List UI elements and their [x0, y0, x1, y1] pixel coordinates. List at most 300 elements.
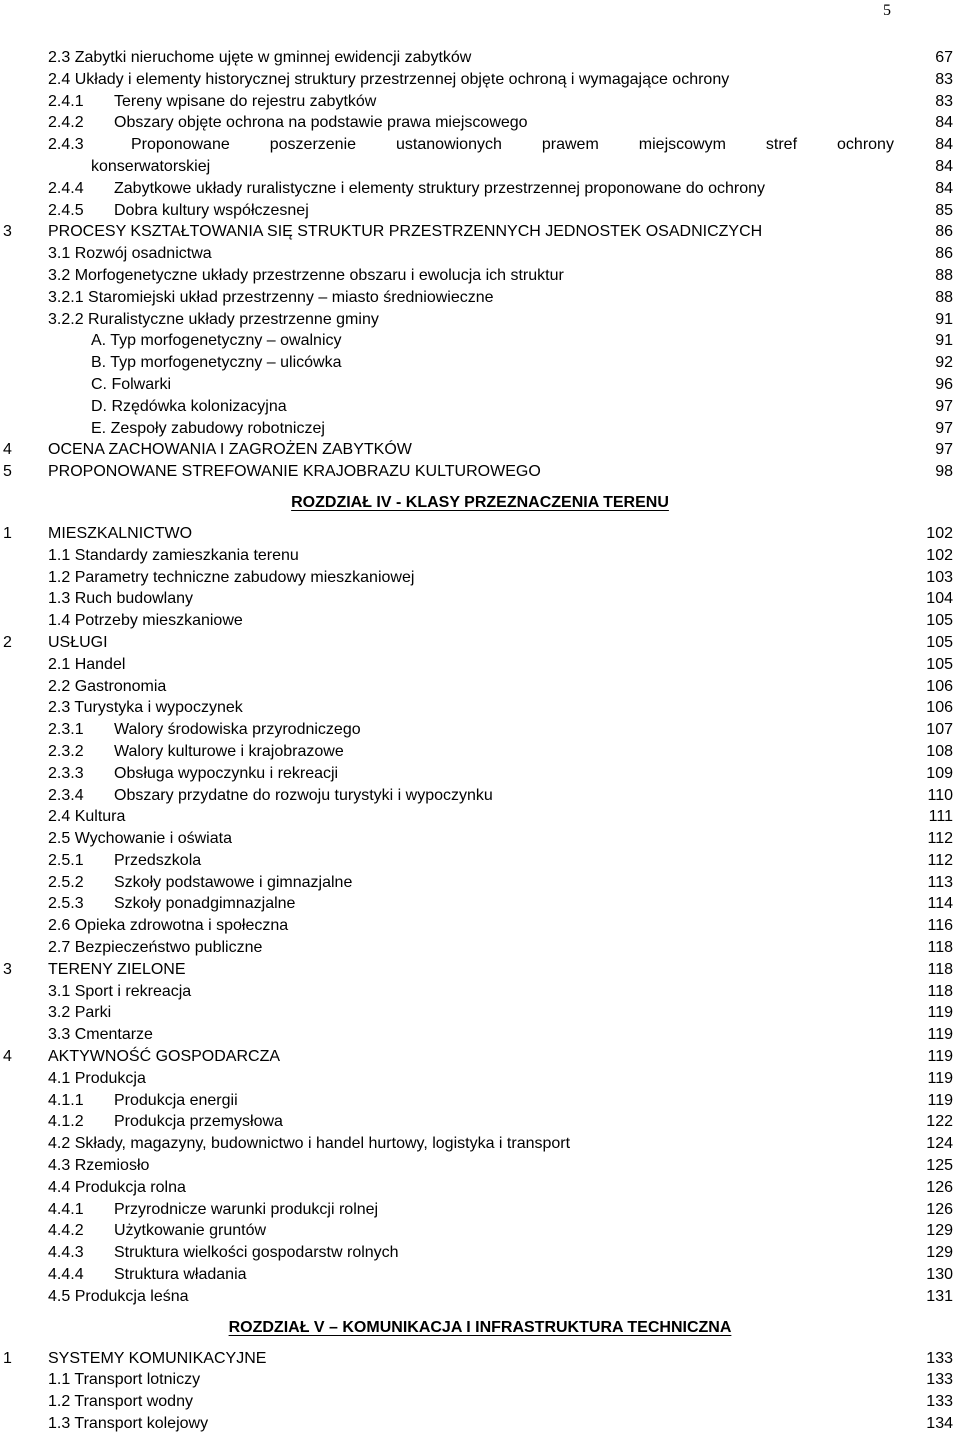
toc-entry-page-number: 96 — [935, 375, 953, 393]
toc-entry-page-number: 113 — [927, 873, 953, 891]
toc-entry-text: Struktura władania — [114, 1266, 247, 1284]
toc-entry-title — [48, 915, 288, 937]
toc-entry[interactable] — [0, 567, 960, 589]
toc-entry-main-number: 5 — [3, 463, 12, 481]
toc-entry-text: Ruch budowlany — [74, 590, 193, 608]
toc-entry-text: Produkcja energii — [114, 1091, 238, 1109]
toc-entry[interactable] — [0, 1068, 960, 1090]
toc-entry-number: 4.4.4 — [48, 1266, 84, 1284]
toc-entry-title — [48, 287, 494, 309]
toc-entry-page-number: 133 — [926, 1349, 953, 1367]
toc-entry-number: 1.2 — [48, 568, 71, 586]
toc-entry-text: OCENA ZACHOWANIA I ZAGROŻEN ZABYTKÓW — [48, 441, 412, 459]
toc-entry[interactable] — [0, 69, 960, 91]
toc-entry-text: Dobra kultury współczesnej — [114, 201, 309, 219]
toc-entry-text: Szkoły ponadgimnazjalne — [114, 895, 296, 913]
toc-entry-title — [48, 676, 166, 698]
toc-entry-page-number: 112 — [927, 851, 953, 869]
toc-entry-title — [48, 937, 262, 959]
toc-entry-title — [91, 156, 210, 178]
toc-entry-number: 3.3 — [48, 1026, 71, 1044]
toc-entry-main-number: 1 — [3, 524, 12, 542]
toc-entry[interactable] — [0, 654, 960, 676]
toc-entry-title — [48, 1177, 186, 1199]
toc-entry-title-word: poszerzenie — [269, 136, 357, 154]
toc-entry-page-number: 124 — [926, 1135, 953, 1153]
toc-entry-number: 2.4.4 — [48, 179, 84, 197]
toc-entry[interactable] — [0, 1199, 960, 1221]
toc-entry-number: 4.1 — [48, 1069, 71, 1087]
toc-entry-title — [48, 1242, 399, 1264]
toc-entry-text: Ruralistyczne układy przestrzenne gminy — [88, 310, 379, 328]
toc-entry-title — [48, 69, 729, 91]
toc-entry-text: Struktura wielkości gospodarstw rolnych — [114, 1244, 399, 1262]
toc-entry-text: Produkcja leśna — [74, 1287, 189, 1305]
toc-entry-title — [91, 418, 325, 440]
toc-entry[interactable] — [0, 1264, 960, 1286]
toc-entry[interactable] — [0, 1220, 960, 1242]
toc-entry-page-number: 97 — [935, 397, 953, 415]
toc-section-chapter-iv — [0, 523, 960, 1308]
toc-entry[interactable] — [0, 309, 960, 331]
toc-entry[interactable] — [0, 352, 960, 374]
toc-entry-title — [48, 1264, 247, 1286]
toc-entry-text: Produkcja rolna — [74, 1178, 186, 1196]
toc-entry-page-number: 129 — [926, 1244, 953, 1262]
toc-entry-text: MIESZKALNICTWO — [48, 524, 193, 542]
toc-entry-number: 2.1 — [48, 655, 71, 673]
toc-entry[interactable] — [0, 1111, 960, 1133]
toc-entry[interactable] — [0, 91, 960, 113]
toc-entry-title — [48, 309, 379, 331]
toc-entry-main-number: 3 — [3, 223, 12, 241]
table-of-contents — [0, 47, 960, 1435]
toc-entry-title — [48, 850, 201, 872]
toc-entry[interactable] — [0, 937, 960, 959]
toc-entry-page-number: 91 — [935, 332, 953, 350]
toc-entry[interactable] — [0, 741, 960, 763]
toc-entry-title-word: prawem — [541, 136, 599, 154]
toc-entry-page-number: 84 — [935, 136, 953, 154]
toc-entry-main-number: 2 — [3, 633, 12, 651]
toc-entry-number: E. — [91, 419, 107, 437]
toc-entry[interactable] — [0, 893, 960, 915]
toc-entry-title — [48, 1286, 189, 1308]
toc-entry-title — [48, 1155, 149, 1177]
toc-entry-page-number: 133 — [926, 1371, 953, 1389]
toc-entry-text: Parki — [74, 1004, 112, 1022]
toc-entry-page-number: 104 — [926, 590, 953, 608]
toc-entry[interactable] — [0, 1391, 960, 1413]
toc-entry-text: Staromiejski układ przestrzenny – miasto średniowieczne — [88, 288, 494, 306]
toc-entry-title — [48, 1348, 266, 1370]
toc-entry-text: Bezpieczeństwo publiczne — [74, 939, 263, 957]
toc-entry-text: Obszary przydatne do rozwoju turystyki i wypoczynku — [114, 786, 493, 804]
toc-entry[interactable] — [0, 697, 960, 719]
toc-entry-text: Walory środowiska przyrodniczego — [114, 721, 361, 739]
toc-entry-page-number: 134 — [926, 1415, 953, 1433]
toc-entry[interactable] — [0, 1369, 960, 1391]
toc-entry-title — [48, 785, 493, 807]
toc-entry-text: Morfogenetyczne układy przestrzenne obszaru i ewolucja ich struktur — [74, 266, 564, 284]
toc-entry[interactable] — [0, 1046, 960, 1068]
toc-entry-number: 2.5 — [48, 830, 71, 848]
toc-entry-number: 2.5.3 — [48, 895, 84, 913]
toc-entry-page-number: 103 — [926, 568, 953, 586]
toc-entry-title — [91, 374, 171, 396]
toc-entry-title — [48, 806, 125, 828]
toc-entry-title — [91, 330, 342, 352]
toc-entry[interactable] — [0, 1133, 960, 1155]
toc-entry-main-number: 3 — [3, 960, 12, 978]
toc-entry-text: Typ morfogenetyczny – ulicówka — [110, 354, 342, 372]
toc-section-chapter-iii — [0, 47, 960, 483]
toc-entry-title — [48, 47, 471, 69]
toc-entry-text: Przyrodnicze warunki produkcji rolnej — [114, 1200, 379, 1218]
toc-entry[interactable] — [0, 47, 960, 69]
toc-entry[interactable] — [0, 676, 960, 698]
toc-entry-number: 1.4 — [48, 612, 71, 630]
toc-entry-main-number: 4 — [3, 1048, 12, 1066]
toc-entry-title — [48, 654, 125, 676]
toc-entry-page-number: 130 — [926, 1266, 953, 1284]
toc-entry-title — [91, 396, 287, 418]
toc-entry-number: 2.4.5 — [48, 201, 84, 219]
toc-entry-text: Układy i elementy historycznej struktury przestrzennej objęte ochroną i wymagające ochrony — [74, 70, 730, 88]
toc-entry-text: Parametry techniczne zabudowy mieszkaniowej — [74, 568, 415, 586]
toc-entry-number: 3.1 — [48, 245, 71, 263]
toc-entry[interactable] — [0, 1286, 960, 1308]
toc-entry-page-number: 107 — [926, 721, 953, 739]
toc-entry-title — [48, 200, 309, 222]
toc-entry[interactable] — [0, 523, 960, 545]
toc-entry-title — [48, 1133, 570, 1155]
toc-entry-number: 2.3 — [48, 699, 71, 717]
toc-entry-page-number: 84 — [935, 157, 953, 175]
toc-entry-title — [48, 461, 541, 483]
toc-entry-text: Transport lotniczy — [74, 1371, 201, 1389]
toc-entry[interactable] — [0, 156, 960, 178]
toc-entry-page-number: 92 — [935, 354, 953, 372]
toc-entry-page-number: 83 — [935, 70, 953, 88]
toc-entry-page-number: 106 — [926, 677, 953, 695]
toc-entry[interactable] — [0, 806, 960, 828]
toc-entry-title — [48, 610, 243, 632]
toc-entry-text: Rozwój osadnictwa — [74, 245, 212, 263]
toc-entry-page-number: 129 — [926, 1222, 953, 1240]
toc-entry-text: Produkcja — [74, 1069, 146, 1087]
toc-entry[interactable] — [0, 545, 960, 567]
toc-entry-title-word: ochrony — [837, 136, 894, 154]
toc-entry-number: 2.4.1 — [48, 92, 84, 110]
toc-entry-text: Sport i rekreacja — [74, 982, 192, 1000]
toc-entry-title — [91, 352, 342, 374]
toc-entry-page-number: 125 — [926, 1157, 953, 1175]
toc-entry-title — [48, 893, 295, 915]
toc-entry-page-number: 119 — [927, 1048, 953, 1066]
toc-entry-number: A. — [91, 332, 107, 350]
toc-entry-title — [48, 1413, 208, 1435]
toc-entry[interactable] — [0, 915, 960, 937]
toc-entry-title-word: Proponowane — [131, 136, 230, 154]
toc-entry-page-number: 118 — [927, 939, 953, 957]
toc-entry-text: Zespoły zabudowy robotniczej — [110, 419, 325, 437]
toc-entry-page-number: 133 — [926, 1393, 953, 1411]
toc-entry-page-number: 88 — [935, 266, 953, 284]
toc-entry-title-word: miejscowym — [638, 136, 726, 154]
toc-entry-number: 2.5.1 — [48, 851, 84, 869]
toc-entry-page-number: 126 — [926, 1200, 953, 1218]
toc-entry-page-number: 119 — [927, 1004, 953, 1022]
toc-entry[interactable] — [0, 959, 960, 981]
toc-entry-text: SYSTEMY KOMUNIKACYJNE — [48, 1349, 267, 1367]
toc-entry-text: Standardy zamieszkania terenu — [74, 546, 299, 564]
toc-entry-text: Typ morfogenetyczny – owalnicy — [110, 332, 342, 350]
toc-entry-title — [48, 632, 108, 654]
toc-entry[interactable] — [0, 981, 960, 1003]
toc-entry-main-number: 1 — [3, 1349, 12, 1367]
toc-entry-title — [48, 1002, 111, 1024]
toc-entry-number: 2.7 — [48, 939, 71, 957]
toc-entry-number: 4.5 — [48, 1287, 71, 1305]
toc-entry[interactable] — [0, 265, 960, 287]
toc-entry-text: Obszary objęte ochrona na podstawie prawa miejscowego — [114, 114, 528, 132]
toc-entry-number: 2.3.2 — [48, 742, 84, 760]
toc-entry-text: Opieka zdrowotna i społeczna — [74, 917, 289, 935]
chapter-v-title: ROZDZIAŁ V – KOMUNIKACJA I INFRASTRUKTURA TECHNICZNA — [228, 1318, 732, 1336]
toc-entry[interactable] — [0, 785, 960, 807]
toc-entry-page-number: 116 — [927, 917, 953, 935]
toc-entry-text: Zabytkowe układy ruralistyczne i elementy struktury przestrzennej proponowane do ochrony — [114, 179, 765, 197]
toc-entry-text: Gastronomia — [74, 677, 167, 695]
toc-entry-text: Cmentarze — [74, 1026, 153, 1044]
toc-entry-title — [48, 221, 762, 243]
toc-entry[interactable] — [0, 1348, 960, 1370]
toc-entry-page-number: 122 — [926, 1113, 953, 1131]
toc-entry-text: Wychowanie i oświata — [74, 830, 232, 848]
toc-entry-page-number: 111 — [928, 808, 953, 826]
page-number: 5 — [883, 2, 891, 19]
toc-entry-text: Składy, magazyny, budownictwo i handel hurtowy, logistyka i transport — [74, 1135, 571, 1153]
toc-entry-title — [48, 1090, 238, 1112]
toc-entry-title-word: stref — [765, 136, 798, 154]
toc-entry-number: 4.1.2 — [48, 1113, 84, 1131]
toc-entry-number: 2.4.3 — [48, 136, 84, 154]
toc-entry[interactable] — [0, 418, 960, 440]
toc-entry-title — [48, 1046, 280, 1068]
toc-entry-text: Produkcja przemysłowa — [114, 1113, 283, 1131]
toc-entry[interactable] — [0, 1155, 960, 1177]
toc-entry-number: 2.4.2 — [48, 114, 84, 132]
toc-entry[interactable] — [0, 178, 960, 200]
toc-entry-title — [48, 828, 232, 850]
toc-entry-page-number: 91 — [935, 310, 953, 328]
toc-entry-title — [48, 763, 338, 785]
toc-entry-page-number: 98 — [935, 463, 953, 481]
toc-entry-title — [48, 178, 765, 200]
toc-entry-number: 4.2 — [48, 1135, 71, 1153]
toc-entry-title — [48, 1199, 378, 1221]
toc-entry-title — [48, 719, 361, 741]
toc-entry[interactable] — [0, 112, 960, 134]
toc-entry-text: Zabytki nieruchome ujęte w gminnej ewidencji zabytków — [74, 49, 472, 66]
toc-entry-title — [48, 1369, 200, 1391]
toc-entry-number: 3.1 — [48, 982, 71, 1000]
toc-entry[interactable] — [0, 719, 960, 741]
toc-entry-text: PROCESY KSZTAŁTOWANIA SIĘ STRUKTUR PRZESTRZENNYCH JEDNOSTEK OSADNICZYCH — [48, 223, 763, 241]
toc-entry-title — [48, 1068, 146, 1090]
toc-entry-text: USŁUGI — [48, 633, 108, 651]
toc-entry-number: 3.2 — [48, 1004, 71, 1022]
toc-entry-title — [48, 567, 414, 589]
toc-entry[interactable] — [0, 287, 960, 309]
toc-entry-page-number: 105 — [926, 633, 953, 651]
toc-entry-title — [48, 588, 193, 610]
toc-entry-number: 1.2 — [48, 1393, 71, 1411]
toc-entry-number: 2.3.4 — [48, 786, 84, 804]
toc-entry-page-number: 108 — [926, 742, 953, 760]
toc-entry-page-number: 118 — [927, 982, 953, 1000]
toc-entry-text: Obsługa wypoczynku i rekreacji — [114, 764, 339, 782]
toc-entry[interactable] — [0, 243, 960, 265]
toc-entry-title — [48, 265, 564, 287]
toc-entry-page-number: 119 — [927, 1069, 953, 1087]
toc-entry-title — [48, 1391, 193, 1413]
toc-entry-number: 4.4 — [48, 1178, 71, 1196]
toc-entry-number: 4.4.3 — [48, 1244, 84, 1262]
toc-entry-title — [48, 439, 412, 461]
chapter-heading-iv — [0, 487, 960, 519]
toc-entry-number: 2.2 — [48, 677, 71, 695]
toc-entry-text: Kultura — [74, 808, 126, 826]
toc-entry-number: B. — [91, 354, 107, 372]
toc-entry-page-number: 102 — [926, 524, 953, 542]
toc-entry-page-number: 109 — [926, 764, 953, 782]
toc-entry-text: Rzędówka kolonizacyjna — [111, 397, 287, 415]
toc-entry-number: 3.2.2 — [48, 310, 84, 328]
toc-entry-page-number: 67 — [935, 49, 953, 66]
toc-entry-text: Turystyka i wypoczynek — [74, 699, 243, 717]
toc-entry-title — [48, 872, 352, 894]
toc-entry-number: C. — [91, 375, 107, 393]
toc-entry-text: TERENY ZIELONE — [48, 960, 186, 978]
toc-entry[interactable] — [0, 1024, 960, 1046]
toc-entry-title-word: ustanowionych — [396, 136, 502, 154]
toc-entry[interactable] — [0, 763, 960, 785]
toc-entry[interactable] — [0, 1413, 960, 1435]
toc-entry-page-number: 119 — [927, 1026, 953, 1044]
toc-entry-page-number: 97 — [935, 441, 953, 459]
toc-entry-text: Przedszkola — [114, 851, 202, 869]
toc-entry[interactable] — [0, 1177, 960, 1199]
toc-entry-text: Rzemiosło — [74, 1157, 150, 1175]
toc-entry-number: 4.4.1 — [48, 1200, 84, 1218]
toc-entry-text: Walory kulturowe i krajobrazowe — [114, 742, 344, 760]
toc-entry-text: Szkoły podstawowe i gimnazjalne — [114, 873, 353, 891]
toc-entry-title — [48, 1111, 283, 1133]
toc-entry-title — [48, 112, 528, 134]
toc-entry-page-number: 85 — [935, 201, 953, 219]
toc-entry-number: 1.3 — [48, 1415, 71, 1433]
toc-entry[interactable] — [0, 221, 960, 243]
toc-entry-page-number: 118 — [927, 960, 953, 978]
toc-entry-title — [48, 134, 894, 156]
toc-entry[interactable] — [0, 200, 960, 222]
toc-entry-text: AKTYWNOŚĆ GOSPODARCZA — [48, 1048, 281, 1066]
toc-entry-page-number: 131 — [926, 1287, 953, 1305]
chapter-iv-title: ROZDZIAŁ IV - KLASY PRZEZNACZENIA TERENU — [291, 493, 669, 511]
toc-entry[interactable] — [0, 1002, 960, 1024]
toc-entry[interactable] — [0, 134, 960, 156]
toc-entry[interactable] — [0, 872, 960, 894]
toc-entry-page-number: 84 — [935, 179, 953, 197]
toc-entry-number: 2.4 — [48, 808, 71, 826]
toc-entry-number: 1.1 — [48, 546, 71, 564]
toc-entry-title — [48, 741, 344, 763]
toc-entry-page-number: 114 — [927, 895, 953, 913]
toc-entry[interactable] — [0, 396, 960, 418]
toc-entry[interactable] — [0, 1090, 960, 1112]
toc-entry-number: 2.6 — [48, 917, 71, 935]
toc-entry-page-number: 86 — [935, 245, 953, 263]
toc-entry-page-number: 86 — [935, 223, 953, 241]
toc-entry-page-number: 105 — [926, 612, 953, 630]
toc-entry-title — [48, 1024, 153, 1046]
toc-entry-number: 1.1 — [48, 1371, 71, 1389]
toc-entry[interactable] — [0, 330, 960, 352]
toc-entry-title — [48, 981, 191, 1003]
toc-entry-page-number: 102 — [926, 546, 953, 564]
toc-entry-number: 3.2.1 — [48, 288, 84, 306]
toc-entry-text: Handel — [74, 655, 126, 673]
toc-entry-number: 4.3 — [48, 1157, 71, 1175]
toc-entry[interactable] — [0, 374, 960, 396]
toc-entry-title — [48, 959, 186, 981]
toc-entry-text: Tereny wpisane do rejestru zabytków — [114, 92, 377, 110]
toc-entry-number: 1.3 — [48, 590, 71, 608]
toc-entry-text: PROPONOWANE STREFOWANIE KRAJOBRAZU KULTUROWEGO — [48, 463, 541, 481]
toc-entry[interactable] — [0, 828, 960, 850]
toc-entry[interactable] — [0, 588, 960, 610]
toc-entry-text: Transport wodny — [74, 1393, 193, 1411]
toc-entry-page-number: 83 — [935, 92, 953, 110]
toc-entry-main-number: 4 — [3, 441, 12, 459]
toc-entry-number: 4.1.1 — [48, 1091, 84, 1109]
toc-entry-number: 2.4 — [48, 70, 71, 88]
toc-entry-page-number: 88 — [935, 288, 953, 306]
toc-entry[interactable] — [0, 610, 960, 632]
toc-entry-title — [48, 243, 212, 265]
toc-entry-title — [48, 1220, 266, 1242]
toc-entry-number: 2.3.1 — [48, 721, 84, 739]
toc-entry[interactable] — [0, 461, 960, 483]
toc-entry-text: Potrzeby mieszkaniowe — [74, 612, 243, 630]
toc-entry-page-number: 112 — [927, 830, 953, 848]
toc-entry-number: 2.3 — [48, 49, 71, 66]
toc-entry-title — [48, 91, 376, 113]
toc-section-chapter-v — [0, 1348, 960, 1435]
toc-entry[interactable] — [0, 439, 960, 461]
toc-entry-text: Użytkowanie gruntów — [114, 1222, 267, 1240]
toc-entry-page-number: 119 — [927, 1091, 953, 1109]
toc-entry[interactable] — [0, 1242, 960, 1264]
toc-entry-page-number: 97 — [935, 419, 953, 437]
toc-entry-title — [48, 545, 299, 567]
toc-entry[interactable] — [0, 850, 960, 872]
toc-entry[interactable] — [0, 632, 960, 654]
toc-entry-text: Transport kolejowy — [74, 1415, 209, 1433]
toc-entry-text: Folwarki — [111, 375, 172, 393]
